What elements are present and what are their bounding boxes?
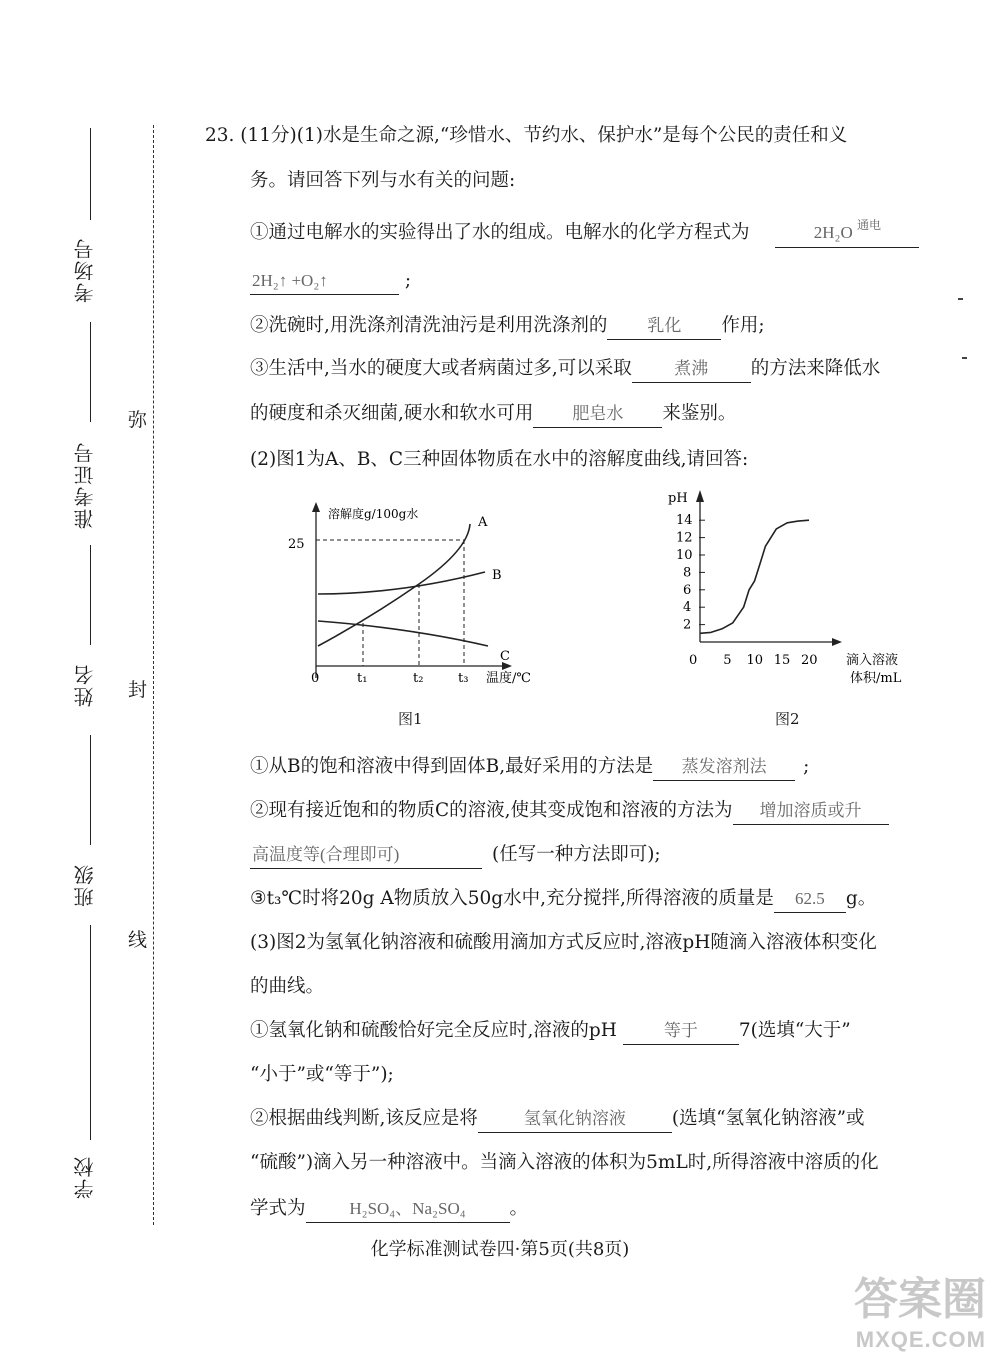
- y-axis-label: pH: [668, 491, 688, 506]
- tick-t1: t₁: [357, 671, 368, 686]
- answer-solution-mass: 62.5: [774, 886, 846, 913]
- y-axis-label: 溶解度g/100g水: [328, 507, 419, 521]
- page-footer: 化学标准测试卷四·第5页(共8页): [370, 1239, 630, 1260]
- prompt-text: g。: [845, 888, 877, 909]
- y-tick-label: 10: [676, 548, 693, 563]
- sub-question-3-2-cont2: [250, 1196, 528, 1223]
- answer-emulsify: 乳化: [607, 313, 721, 340]
- seal-char-mi: 弥: [128, 409, 148, 431]
- x-axis-label-line1: 滴入溶液: [846, 653, 899, 668]
- ph-curve: [700, 520, 809, 633]
- answer-saturate-part2: 高温度等(合理即可): [250, 842, 482, 869]
- curve-a: [318, 524, 470, 646]
- x-axis-label-line2: 体积/mL: [850, 671, 902, 686]
- exam-room-blank: [90, 128, 91, 220]
- name-blank: [90, 545, 91, 645]
- y-tick-label: 6: [683, 582, 692, 598]
- tick-t2: t₂: [413, 671, 424, 686]
- answer-solute-formula: H₂SO₄、Na₂SO₄: [306, 1196, 510, 1223]
- y-axis-arrow: [312, 502, 320, 512]
- sub-question-1-3-cont: [250, 401, 736, 428]
- sub-question-3-2-cont: “硫酸”)滴入另一种溶液中。当滴入溶液的体积为5mL时,所得溶液中溶质的化: [250, 1152, 879, 1173]
- x-tick-label: 20: [801, 653, 818, 668]
- y-tick-label: 2: [683, 617, 692, 633]
- sub-question-1-2: [250, 313, 765, 340]
- sub-question-3-1-cont: “小于”或“等于”);: [250, 1064, 394, 1085]
- answer-equation-part2: 2H₂↑ +O₂↑: [250, 268, 399, 295]
- prompt-text: 作用;: [721, 315, 765, 336]
- punctuation: 。: [509, 1198, 529, 1219]
- ticket-number-blank: [90, 322, 91, 422]
- y-tick-label: 12: [676, 530, 693, 546]
- class-label: 班级: [73, 863, 97, 907]
- name-label: 姓名: [73, 663, 97, 707]
- prompt-text: 7(选填“大于”: [738, 1020, 851, 1041]
- prompt-text: (选填“氢氧化钠溶液”或: [671, 1108, 865, 1129]
- watermark: [854, 1263, 986, 1353]
- prompt-text: ②根据曲线判断,该反应是将: [250, 1108, 478, 1129]
- prompt-text: (任写一种方法即可);: [492, 844, 661, 865]
- figure-2-caption: 图2: [775, 710, 800, 728]
- sub-question-2-3: [250, 886, 876, 913]
- sub-question-1-1-cont: [250, 268, 411, 295]
- figure-1-caption: 图1: [398, 710, 423, 728]
- sub-question-2-1: [250, 754, 809, 781]
- prompt-text: 学式为: [250, 1198, 306, 1219]
- y-tick-label: 4: [683, 600, 692, 616]
- punctuation: ;: [404, 270, 412, 291]
- prompt-text: ③生活中,当水的硬度大或者病菌过多,可以采取: [250, 358, 632, 379]
- part-2-intro: (2)图1为A、B、C三种固体物质在水中的溶解度曲线,请回答:: [250, 449, 749, 470]
- sub-question-1-1: [250, 220, 919, 248]
- edge-mark: [958, 298, 963, 300]
- y-tick-25: 25: [288, 537, 305, 552]
- seal-char-xian: 线: [128, 929, 148, 951]
- question-heading-cont: 务。请回答下列与水有关的问题:: [250, 170, 516, 191]
- x-axis-label: 温度/℃: [486, 671, 531, 686]
- prompt-text: ①氢氧化钠和硫酸恰好完全反应时,溶液的pH: [250, 1020, 617, 1041]
- punctuation: ;: [803, 756, 810, 777]
- sub-question-2-2-cont: [250, 842, 661, 869]
- x-tick-label: 10: [746, 653, 764, 668]
- watermark-logo: 答案圈: [854, 1275, 986, 1324]
- ticket-number-label: 准考证号: [73, 441, 97, 529]
- curve-b: [318, 572, 485, 594]
- edge-mark: [962, 357, 967, 359]
- figure-1-solubility-chart: [280, 498, 550, 698]
- seal-char-feng: 封: [128, 679, 148, 701]
- prompt-text: ①通过电解水的实验得出了水的组成。电解水的化学方程式为: [250, 222, 750, 243]
- curve-a-label: A: [478, 515, 488, 530]
- prompt-text: 的方法来降低水: [750, 358, 881, 379]
- prompt-text: 来鉴别。: [662, 403, 737, 424]
- seal-dashed-line: [153, 125, 154, 1225]
- prompt-text: ③t₃℃时将20g A物质放入50g水中,充分搅拌,所得溶液的质量是: [250, 888, 774, 909]
- sub-question-2-2: [250, 798, 889, 825]
- prompt-text: ②洗碗时,用洗涤剂清洗油污是利用洗涤剂的: [250, 315, 608, 336]
- answer-evaporate: 蒸发溶剂法: [653, 754, 795, 781]
- y-tick-label: 8: [683, 565, 692, 581]
- y-tick-label: 14: [676, 513, 693, 529]
- school-label: 学校: [73, 1155, 97, 1200]
- x-tick-label: 5: [723, 653, 732, 668]
- answer-boil: 煮沸: [632, 356, 751, 383]
- origin-label: 0: [689, 653, 698, 668]
- watermark-url: MXQE.COM: [855, 1327, 986, 1352]
- school-blank: [90, 925, 91, 1140]
- answer-naoh-solution: 氢氧化钠溶液: [478, 1106, 672, 1133]
- answer-equal: 等于: [623, 1018, 739, 1045]
- x-axis-arrow: [832, 638, 842, 646]
- question-heading: 23. (11分)(1)水是生命之源,“珍惜水、节约水、保护水”是每个公民的责任和义: [205, 125, 848, 146]
- sub-question-3-1: [250, 1018, 851, 1045]
- curve-b-label: B: [492, 568, 502, 583]
- sub-question-1-3: [250, 356, 880, 383]
- sub-question-3-2: [250, 1106, 865, 1133]
- part-3-intro-cont: 的曲线。: [250, 976, 325, 997]
- reaction-condition: 通电: [857, 218, 882, 232]
- class-blank: [90, 735, 91, 845]
- origin-label: 0: [311, 671, 320, 686]
- prompt-text: ②现有接近饱和的物质C的溶液,使其变成饱和溶液的方法为: [250, 800, 733, 821]
- y-axis-arrow: [696, 490, 704, 502]
- curve-c: [318, 621, 488, 646]
- curve-c-label: C: [500, 649, 510, 664]
- tick-t3: t₃: [458, 671, 469, 686]
- answer-soap-water: 肥皂水: [533, 401, 662, 428]
- x-tick-label: 15: [773, 653, 791, 668]
- prompt-text: ①从B的饱和溶液中得到固体B,最好采用的方法是: [250, 756, 654, 777]
- part-3-intro: (3)图2为氢氧化钠溶液和硫酸用滴加方式反应时,溶液pH随滴入溶液体积变化: [250, 932, 877, 953]
- answer-saturate-part1: 增加溶质或升: [733, 798, 889, 825]
- answer-equation-part1: 2H₂O $^{通电}$: [775, 220, 919, 248]
- figure-2-ph-chart: [660, 484, 920, 694]
- prompt-text: 的硬度和杀灭细菌,硬水和软水可用: [250, 403, 534, 424]
- exam-room-label: 考场号: [73, 237, 97, 303]
